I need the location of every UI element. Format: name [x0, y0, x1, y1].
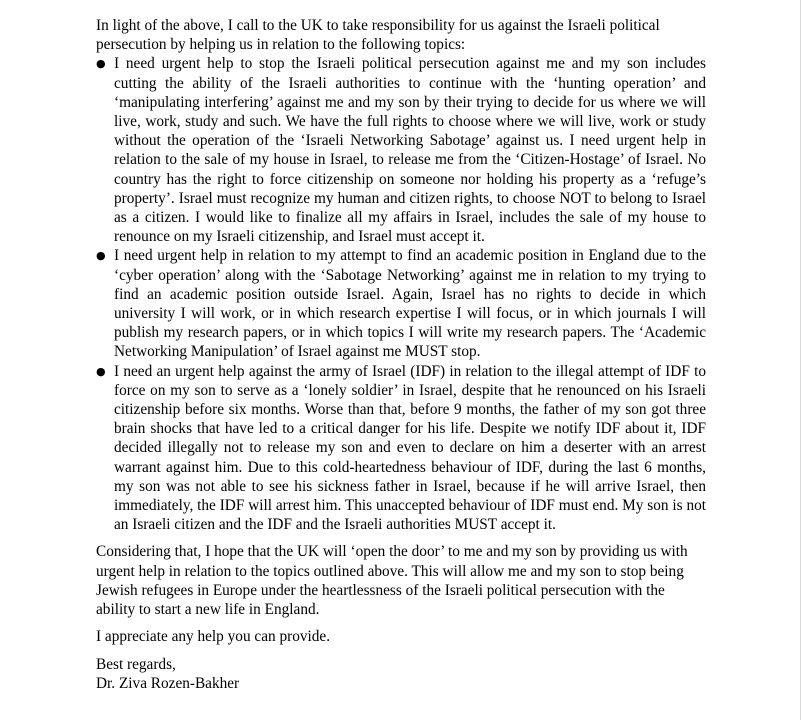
bullet-icon: ●: [96, 364, 106, 378]
list-item: [96, 54, 706, 246]
bullet-icon: ●: [96, 57, 106, 71]
topic-text-academic-position: I need urgent help in relation to my attempt to find an academic position in England due to the ‘cyber operation’ along with the ‘Sabotage Networking’ against me in relation to my trying to find an academic position outside Israel. Again, Israel has no rights to decide in which university I will work, or in which research expertise I will focus, or in which journals I will publish my research papers, or in which topics I will write my research papers. The ‘Academic Networking Manipulation’ of Israel against me MUST stop.: [114, 247, 706, 361]
signoff-line: Best regards,: [96, 655, 176, 673]
signature-name: Dr. Ziva Rozen-Bakher: [96, 674, 240, 692]
topic-text-house-citizenship: I need urgent help to stop the Israeli political persecution against me and my son includes cutting the ability of the Israeli authorities to continue with the ‘hunting operation’ and ‘manipulating interfering’ against me and my son by their trying to decide for us where we will live, work, study and such. We have the full rights to choose where we will live, work or study without the operation of the ‘Israeli Networking Sabotage’ against us. I need urgent help in relation to the sale of my house in Israel, to release me from the ‘Citizen-Hostage’ of Israel. No country has the right to force citizenship on someone nor holding his property as a ‘refuge’s property’. Israel must recognize my human and citizen rights, to choose NOT to belong to Israel as a citizen. I would like to finalize all my affairs in Israel, includes the sale of my house to renounce on my Israeli citizenship, and Israel must accept it.: [114, 55, 706, 246]
bullet-icon: ●: [96, 249, 106, 263]
appreciation-line: I appreciate any help you can provide.: [96, 628, 331, 646]
letter-body: [96, 16, 706, 693]
topic-text-idf: I need an urgent help against the army of Israel (IDF) in relation to the illegal attempt of IDF to force on my son to serve as a ‘lonely soldier’ in Israel, despite that he renounced on his Israeli citizenship before six months. Worse than that, before 9 months, the father of my son got three brain shocks that have led to a critical danger for his life. Despite we notify IDF about it, IDF decided illegally not to release my son and even to declare on him a deserter with an arrest warrant against him. Due to this cold-heartedness behaviour of IDF, during the last 6 months, my son was not able to see his sickness father in Israel, because if he will arrive Israel, then immediately, the IDF will arrest him. This unaccepted behaviour of IDF must end. My son is not an Israeli citizen and the IDF and the Israeli authorities MUST accept it.: [114, 362, 706, 534]
topics-list: [96, 54, 706, 534]
list-item: [96, 246, 706, 361]
list-item: [96, 362, 706, 535]
intro-paragraph: In light of the above, I call to the UK to take responsibility for us against the Israeli political persecution by helping us in relation to the following topics:: [96, 17, 660, 54]
closing-paragraph: Considering that, I hope that the UK will ‘open the door’ to me and my son by providing us with urgent help in relation to the topics outlined above. This will allow me and my son to stop being Jewish refugees in Europe under the heartlessness of the Israeli political persecution with the ability to start a new life in England.: [96, 543, 688, 619]
